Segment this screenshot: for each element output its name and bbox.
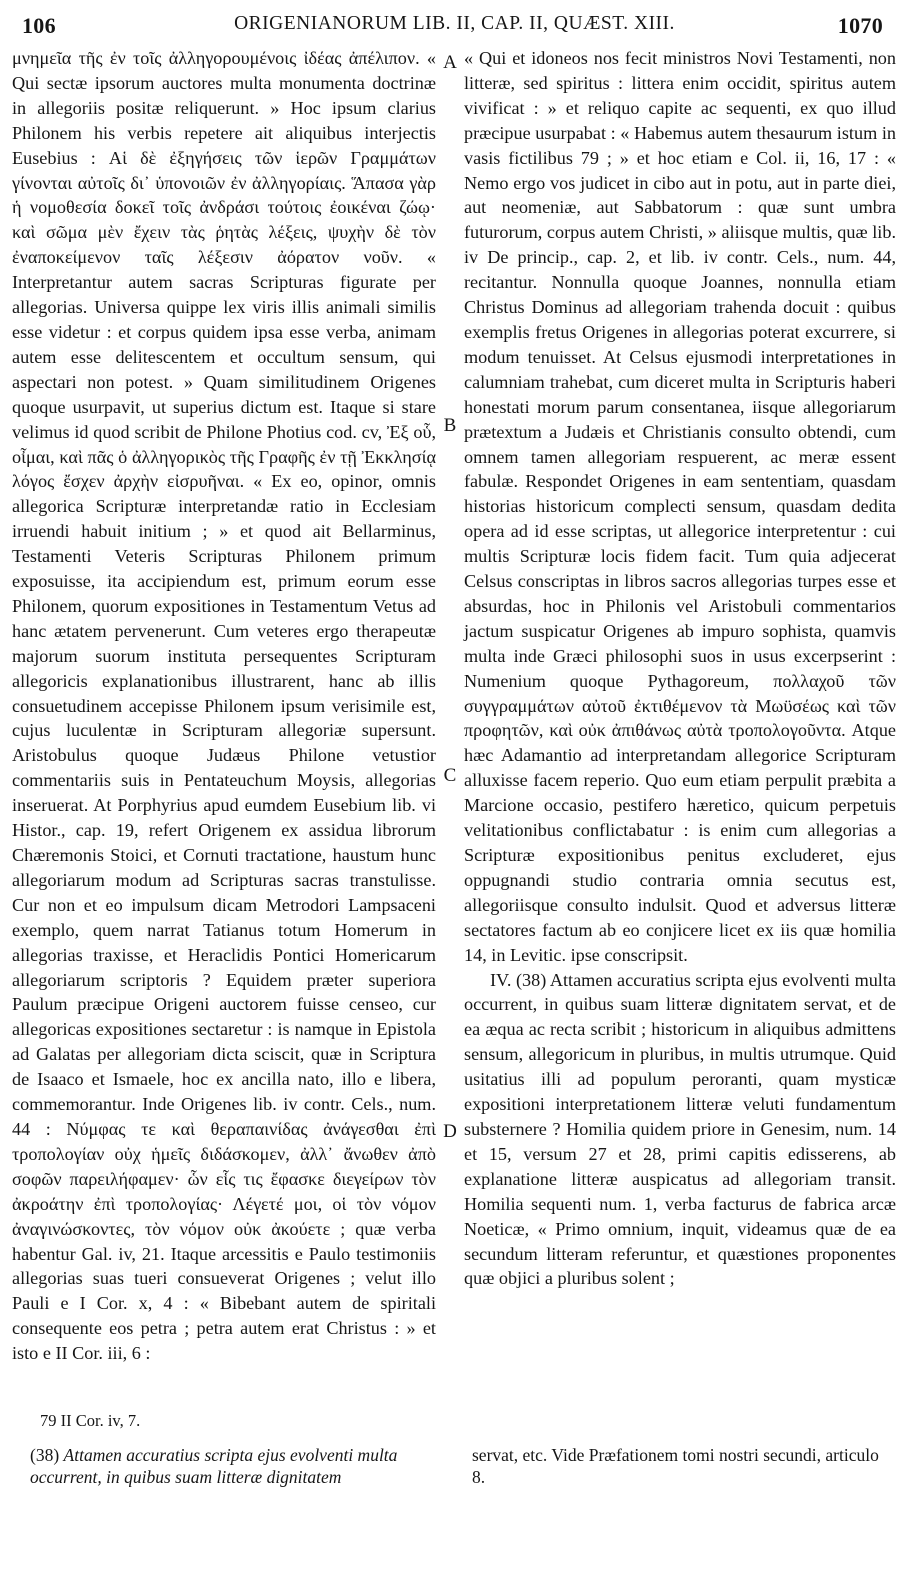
running-title: ORIGENIANORUM LIB. II, CAP. II, QUÆST. XIII. — [234, 13, 675, 34]
page-header — [14, 5, 895, 39]
page-number-left: 106 — [22, 13, 56, 38]
margin-letter-a: A — [443, 52, 457, 73]
right-column — [464, 46, 896, 1291]
bottom-note-left — [30, 1444, 440, 1488]
margin-letter-d: D — [443, 1121, 457, 1142]
left-column-text: μνημεῖα τῆς ἐν τοῖς ἀλληγορουμένοις ἰδέας ἀπέλιπον. « Qui sectæ ipsorum auctores multa monumenta doctrinæ in allegoriis positæ reliquerunt. » Hoc ipsum clarius Philonem his verbis repetere ait aliquibus interjectis Eusebius : Αἱ δὲ ἐξηγήσεις τῶν ἱερῶν Γραμμάτων γίνονται αὐτοῖς δι᾽ ὑπονοιῶν ἐν ἀλληγορίαις. Ἅπασα γὰρ ἡ νομοθεσία δοκεῖ τοῖς ἀνδράσι τούτοις ἐοικέναι ζώῳ· καὶ σῶμα μὲν ἔχειν τὰς ῥητὰς λέξεις, ψυχὴν δὲ τὸν ἐναποκείμενον ταῖς λέξεσιν ἀόρατον νοῦν. « Interpretantur autem sacras Scripturas figurate per allegorias. Universa quippe lex viris illis animali similis esse videtur : et corpus quidem ipsa esse verba, animam autem esse delitescentem et occultum sensum, qui aspectari non potest. » Quam similitudinem Origenes quoque usurpavit, ut superius dictum est. Itaque si stare velimus id quod scribit de Philone Photius cod. cv, Ἐξ οὗ, οἶμαι, καὶ πᾶς ὁ ἀλληγορικὸς τῆς Γραφῆς ἐν τῇ Ἐκκλησίᾳ λόγος ἔσχεν ἀρχὴν εἰσρυῆναι. « Ex eo, opinor, omnis allegorica Scripturæ interpretandæ ratio in Ecclesiam irruendi habuit initium ; » et quod ait Bellarminus, Testamenti Veteris Scripturas Philonem primum exposuisse, ita accipiendum est, primum eorum esse Philonem, quorum expositiones in Testamentum Vetus ad hanc ætatem pervenerunt. Cum veteres ergo therapeutæ majorum suorum instituta persequentes Scripturam allegoricis explanationibus illustrarent, hanc ab illis consuetudinem accepisse Philonem ipsum verisimile est, cujus luculentæ in Scripturam allegoriæ supersunt. Aristobulus quoque Judæus Philone vetustior commentariis suis in Pentateuchum Moysis, allegorias inseruerat. At Porphyrius apud eumdem Eusebium lib. vi Histor., cap. 19, refert Origenem ex assidua librorum Chæremonis Stoici, et Cornuti tractatione, haustum hunc allegoriarum modum ad Scripturas sacras transtulisse. Cur non et eo impulsum dicam Metrodori Lampsaceni exemplo, quem narrat Tatianus totum Homerum in allegorias traxisse, et Heraclidis Pontici Homericarum allegoriarum scriptoris ? Equidem præter superiora Paulum præcipue Origeni auctorem fuisse censeo, cur allegoricas expositiones sectaretur : is namque in Epistola ad Galatas per allegoriam dicta sciscit, quæ in Scriptura de Isaaco et Ismaele, hoc ex ancilla nato, illo e libera, commemorantur. Inde Origenes lib. iv contr. Cels., num. 44 : Νύμφας τε καὶ θεραπαινίδας ἀνάγεσθαι ἐπὶ τροπολογίαν οὐχ ἡμεῖς διδάσκομεν, ἀλλ᾽ ἄνωθεν ἀπὸ σοφῶν παρειλήφαμεν· ὧν εἷς τις ἔφασκε διεγείρων τὸν ἀκροάτην ἐπὶ τροπολογίας· Λέγετέ μοι, οἱ τὸν νόμον ἀναγινώσκοντες, τὸν νόμον οὐκ ἀκούετε ; quæ verba habentur Gal. iv, 21. Itaque arcessitis e Paulo testimoniis allegorias suas tueri consueverat Origenes ; velut illo Pauli e I Cor. x, 4 : « Bibebant autem de spiritali consequente eos petra ; petra autem erat Christus : » et isto e II Cor. iii, 6 : — [12, 48, 436, 1364]
right-column-text-1: « Qui et idoneos nos fecit ministros Novi Testamenti, non litteræ, sed spiritus : littera enim occidit, spiritus autem vivificat : » et reliquo capite ac sequenti, ex quo illud præcipue usurpabat : « Habemus autem thesaurum istum in vasis fictilibus 79 ; » et hoc etiam e Col. ii, 16, 17 : « Nemo ergo vos judicet in cibo aut in potu, aut in parte diei, aut neomeniæ, aut Sabbatorum : quæ sunt umbra futurorum, corpus autem Christi, » aliisque multis, quæ lib. iv De princip., cap. 2, et lib. iv contr. Cels., num. 44, recitantur. Nonnulla quoque Joannes, nonnulla etiam Christus Dominus ad allegoriam trahenda docuit : quibus exemplis fretus Origenes in allegorias poterat excurrere, si modum tenuisset. At Celsus ejusmodi interpretationes in calumniam trahebat, cum diceret multa in Scripturis haberi honestati morum parum consentanea, iisque allegoriarum prætextum a Judæis et Christianis consulto obtendi, cum omnem tamen allegoriam respuerent, ac meræ essent fabulæ. Respondet Origenes in eam sententiam, quasdam historias historicum complecti sensum, quasdam dedita opera ad id esse scriptas, ut allegorice interpretentur : cui multis Scripturæ locis fidem facit. Tum quia adjecerat Celsus conscriptas in libros sacros allegorias turpes esse et absurdas, hoc in Philonis vel Aristobuli commentarios jactum suspicatur Origenes ab impuro sophista, quamvis multa inde Græci philosophi suos in usus excerpserint : Numenium quoque Pythagoreum, πολλαχοῦ τῶν συγγραμμάτων αὐτοῦ ἐκτιθέμενον τὰ Μωϋσέως καὶ τῶν προφητῶν, καὶ οὐκ ἀπιθάνως αὐτὰ τροπολογοῦντα. Atque hæc Adamantio ad interpretandam allegorice Scripturam alluxisse facem reperio. Quo eum etiam perpulit præbita a Marcione occasio, pestifero hæretico, quicum perpetuis velitationibus conflictabatur : is enim cum allegorias a Scripturæ expositionibus penitus excluderet, ejus oppugnandi studio contraria omnia secutus est, allegoriisque consulto indulsit. Quod et adversus litteræ sectatores factum ab eo conjicere licet ex iis quæ homilia 14, in Levitic. ipse conscripsit. — [464, 48, 896, 965]
margin-letter-b: B — [443, 415, 457, 436]
bottom-note-left-text: Attamen accuratius scripta ejus evolventi multa occurrent, in quibus suam litteræ dignitatem — [30, 1445, 398, 1487]
footnote: 79 II Cor. iv, 7. — [40, 1411, 141, 1430]
right-column-text-2: IV. (38) Attamen accuratius scripta ejus evolventi multa occurrent, in quibus suam litteræ dignitatem servat, et de ea æqua ac recta scribit ; historicum in aliquibus admittens sensum, allegoricum in pluribus, in multis utrumque. Quid usitatius illi ad populum peroranti, quam mysticæ expositioni interpretationem litteræ veluti fundamentum substernere ? Homilia quidem priore in Genesim, num. 14 et 15, versum 27 et 28, primi capitis edisserens, ab explanatione litteræ auspicatus ad allegoriam transit. Homilia sequenti num. 1, verba facturus de fabrica arcæ Noeticæ, « Primo omnium, inquit, videamus quæ de ea secundum litteram referuntur, et quæstiones proponentes quæ objici a pluribus solent ; — [464, 969, 896, 1289]
left-column — [12, 46, 436, 1366]
page-number-right: 1070 — [837, 13, 883, 38]
bottom-note-label: (38) — [30, 1445, 60, 1465]
bottom-note-right: servat, etc. Vide Præfationem tomi nostri secundi, articulo 8. — [472, 1445, 879, 1487]
margin-letter-c: C — [443, 765, 457, 786]
